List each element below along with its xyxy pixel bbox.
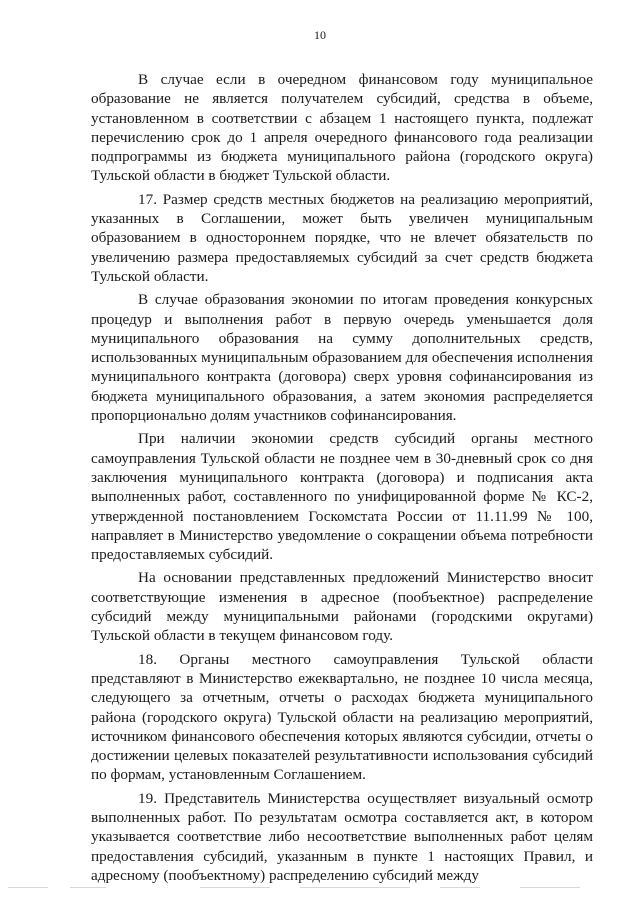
document-body bbox=[91, 70, 593, 885]
scan-artifact bbox=[520, 887, 580, 888]
paragraph-savings-distribution: В случае образования экономии по итогам проведения конкурсных процедур и выполнения работ в первую очередь уменьшается доля муниципального образования на сумму дополнительных средств, использованных муниципальным образованием для обеспечения исполнения муниципального контракта (договора) сверх уровня софинансирования из бюджета муниципального образования, а затем экономия распределяется пропорционально долям участников софинансирования. bbox=[91, 291, 593, 425]
paragraph-17: 17. Размер средств местных бюджетов на реализацию мероприятий, указанных в Соглашении, может быть увеличен муниципальным образованием в одностороннем порядке, что не влечет обязательств по увеличению размера предоставляемых субсидий за счет средств бюджета Тульской области. bbox=[91, 190, 593, 285]
paragraph-19: 19. Представитель Министерства осуществляет визуальный осмотр выполненных работ. По результатам осмотра составляется акт, в котором указывается соответствие либо несоответствие выполненных работ целям предоставления субсидий, указанным в пункте 1 настоящих Правил, и адресному (пообъектному) распределению субсидий между bbox=[91, 789, 593, 884]
paragraph-ministry-changes: На основании представленных предложений Министерство вносит соответствующие изменения в адресное (пообъектное) распределение субсидий между муниципальными районами (городскими округами) Тульской области в текущем финансовом году. bbox=[91, 569, 593, 645]
scan-artifact bbox=[8, 887, 48, 888]
paragraph-18: 18. Органы местного самоуправления Тульской области представляют в Министерство ежеквартально, не позднее 10 числа месяца, следующего за отчетным, отчеты о расходах бюджета муниципального района (городского округа) Тульской области на реализацию мероприятий, источником финансового обеспечения которых являются субсидии, отчеты о достижении целевых показателей результативности использования субсидий по формам, установленным Соглашением. bbox=[91, 650, 593, 784]
scan-artifact bbox=[300, 887, 410, 888]
page-number: 10 bbox=[314, 28, 326, 42]
paragraph-subsidy-return: В случае если в очередном финансовом году муниципальное образование не является получателем субсидий, средства в объеме, установленном в соответствии с абзацем 1 настоящего пункта, подлежат перечислению срок до 1 апреля очередного финансового года реализации подпрограммы из бюджета муниципального района (городского округа) Тульской области в бюджет Тульской области. bbox=[91, 71, 593, 185]
scan-artifact bbox=[200, 887, 270, 888]
scan-artifact bbox=[440, 887, 480, 888]
scan-artifact bbox=[70, 887, 106, 888]
paragraph-savings-notification: При наличии экономии средств субсидий органы местного самоуправления Тульской области не позднее чем в 30-дневный срок со дня заключения муниципального контракта (договора) и подписания акта выполненных работ, составленного по унифицированной форме № КС-2, утвержденной постановлением Госкомстата России от 11.11.99 № 100, направляет в Министерство уведомление о сокращении объема потребности предоставляемых субсидий. bbox=[91, 430, 593, 564]
